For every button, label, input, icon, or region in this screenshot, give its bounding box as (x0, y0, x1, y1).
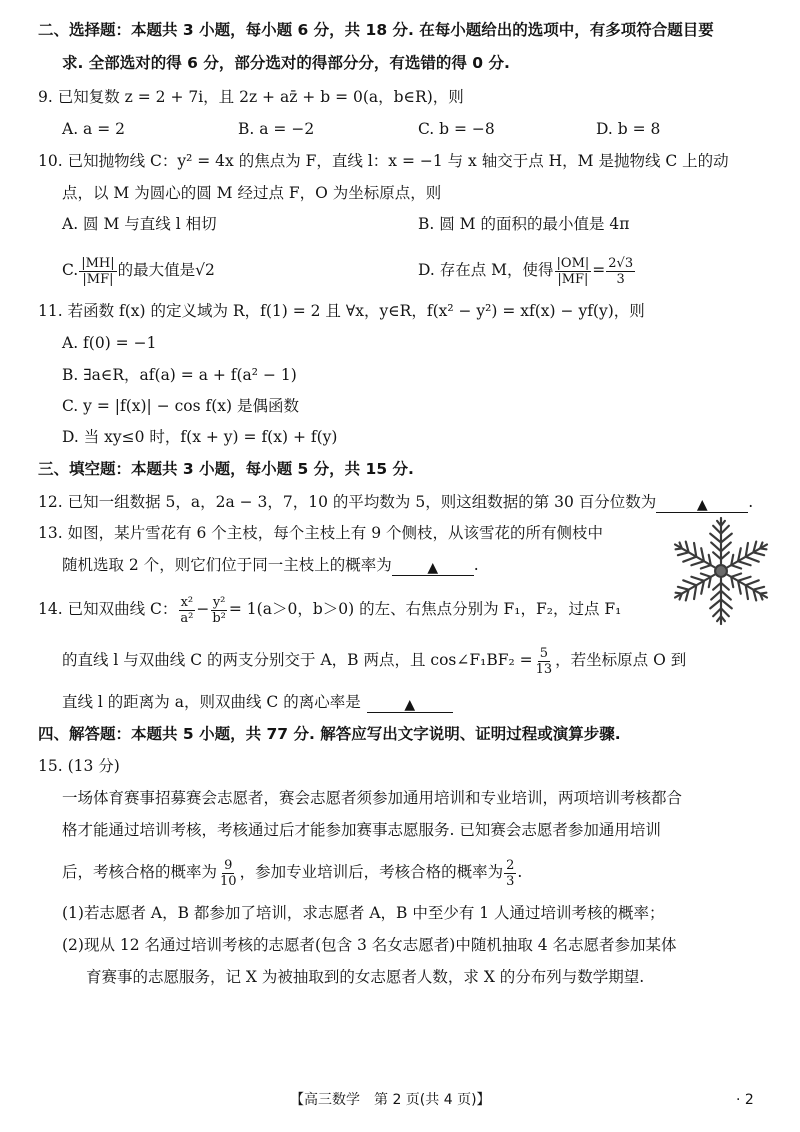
q15-paragraph-2: 格才能通过培训考核，考核通过后才能参加赛事志愿服务. 已知赛会志愿者参加通用培训 (62, 821, 661, 839)
q13-answer-blank: ▲ (392, 557, 474, 576)
q15-subquestion-2: (2)现从 12 名通过培训考核的志愿者(包含 3 名女志愿者)中随机抽取 4 名志愿者参加某体 (62, 936, 677, 954)
snowflake-icon (662, 512, 780, 630)
q10-option-b: B. 圆 M 的面积的最小值是 4π (418, 215, 630, 233)
q10-d-value: $\frac{2√3}{3}$ (608, 255, 634, 287)
q9-option-c: C. b = −8 (418, 120, 495, 138)
footer-label: 【高三数学 第 2 页(共 4 页)】 (290, 1092, 491, 1108)
q9-option-d: D. b = 8 (596, 120, 661, 138)
q11-stem: 11. 若函数 f(x) 的定义域为 R，f(1) = 2 且 ∀x，y∈R，f(x² − y²) = xf(x) − yf(y)，则 (38, 302, 645, 320)
q13-stem: 13. 如图，某片雪花有 6 个主枝，每个主枝上有 9 个侧枝，从该雪花的所有侧枝中 (38, 524, 604, 542)
q12-stem: 12. 已知一组数据 5，a，2a − 3，7，10 的平均数为 5，则这组数据的第 30 百分位数为 ▲ . (38, 493, 754, 513)
q10-stem: 10. 已知抛物线 C：y² = 4x 的焦点为 F，直线 l：x = −1 与 x 轴交于点 H，M 是抛物线 C 上的动 (38, 152, 729, 170)
q11-option-c: C. y = |f(x)| − cos f(x) 是偶函数 (62, 397, 300, 415)
q11-option-a: A. f(0) = −1 (62, 334, 157, 352)
q10-option-c: C. $\frac{|MH|}{|MF|}$ 的最大值是√2 (62, 255, 215, 287)
section4-title: 四、解答题：本题共 5 小题，共 77 分. 解答应写出文字说明、证明过程或演算步骤. (38, 725, 621, 743)
q10-option-d: D. 存在点 M，使得 $\frac{|OM|}{|MF|}$ = $\frac{2√3}{3}$ (418, 255, 634, 287)
q9-stem: 9. 已知复数 z = 2 + 7i，且 2z + az̄ + b = 0(a，b∈R)，则 (38, 88, 464, 106)
q14-stem: 14. 已知双曲线 C： $\frac{\text{x²}}{\text{a²}}$ − $\frac{\text{y²}}{\text{b²}}$ = 1(a＞0，b＞0) 的左、右焦点分别为 F₁，F₂，过点 F₁ (38, 594, 622, 626)
q15-subquestion-2-cont: 育赛事的志愿服务，记 X 为被抽取到的女志愿者人数，求 X 的分布列与数学期望. (86, 968, 645, 986)
q14-answer-blank: ▲ (367, 694, 453, 713)
section3-title: 三、填空题：本题共 3 小题，每小题 5 分，共 15 分. (38, 460, 414, 478)
q10-stem-cont: 点，以 M 为圆心的圆 M 经过点 F，O 为坐标原点，则 (62, 184, 442, 202)
q10-d-fraction: $\frac{|OM|}{|MF|}$ (556, 255, 590, 287)
q9-option-b: B. a = −2 (238, 120, 315, 138)
q11-option-b: B. ∃a∈R，af(a) = a + f(a² − 1) (62, 366, 297, 384)
q15-subquestion-1: (1)若志愿者 A，B 都参加了培训，求志愿者 A，B 中至少有 1 人通过培训考核的概率； (62, 904, 665, 922)
section2-title-cont: 求. 全部选对的得 6 分，部分选对的得部分分，有选错的得 0 分. (62, 54, 510, 72)
q9-option-a: A. a = 2 (62, 120, 125, 138)
q10-option-a: A. 圆 M 与直线 l 相切 (62, 215, 217, 233)
q15-paragraph-1: 一场体育赛事招募赛会志愿者，赛会志愿者须参加通用培训和专业培训，两项培训考核都合 (62, 789, 683, 807)
q15-number: 15. (13 分) (38, 757, 120, 775)
section2-title: 二、选择题：本题共 3 小题，每小题 6 分，共 18 分. 在每小题给出的选项中，有多项符合题目要 (38, 21, 714, 39)
q11-option-d: D. 当 xy≤0 时，f(x + y) = f(x) + f(y) (62, 428, 338, 446)
footer-page-number: · 2 (736, 1092, 754, 1108)
q12-answer-blank: ▲ (656, 494, 748, 513)
q14-stem-line3: 直线 l 的距离为 a，则双曲线 C 的离心率是 ▲ (62, 692, 453, 713)
q15-paragraph-3: 后，考核合格的概率为 $\frac{9}{10}$ ，参加专业培训后，考核合格的概率为 $\frac{2}{3}$ . (62, 857, 523, 889)
q10-c-fraction: $\frac{|MH|}{|MF|}$ (81, 255, 115, 287)
q13-stem-cont: 随机选取 2 个，则它们位于同一主枝上的概率为 ▲ . (62, 556, 479, 576)
q14-stem-line2: 的直线 l 与双曲线 C 的两支分别交于 A，B 两点，且 cos∠F₁BF₂ = $\frac{5}{13}$ ，若坐标原点 O 到 (62, 645, 687, 677)
